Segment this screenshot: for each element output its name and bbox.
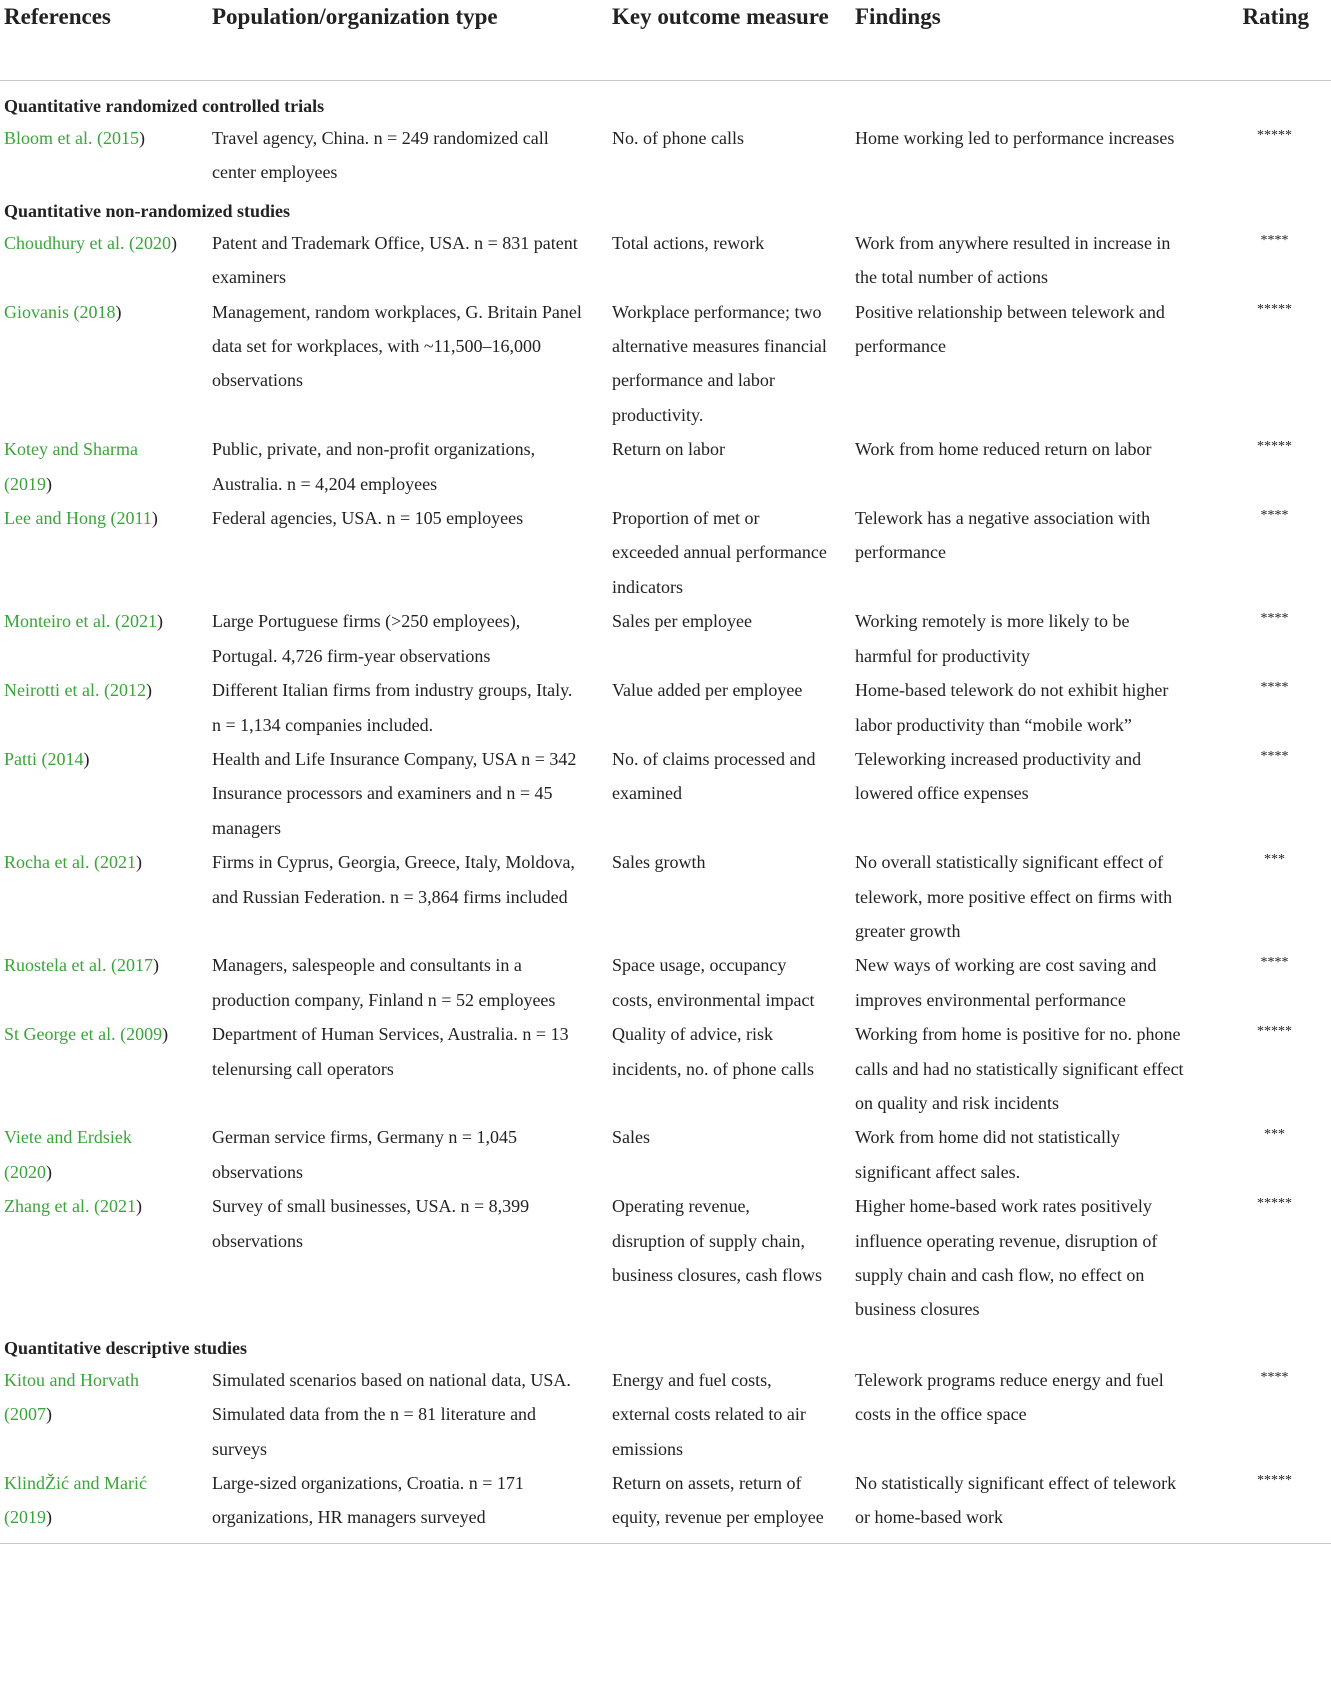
outcome-cell: Space usage, occupancy costs, environmental impact — [612, 955, 815, 1010]
reference-cell — [0, 948, 208, 1017]
findings-cell: Work from anywhere resulted in increase in the total number of actions — [855, 232, 1171, 288]
rating-cell: ***** — [1257, 1196, 1292, 1212]
reference-year-link[interactable]: 2021 — [120, 611, 157, 632]
findings-cell: Home-based telework do not exhibit higher labor productivity than “mobile work” — [855, 680, 1169, 735]
reference-cell — [0, 501, 208, 604]
header-rating: Rating — [1242, 4, 1309, 29]
reference-close-paren: ) — [46, 1161, 52, 1182]
table-row — [0, 604, 1331, 673]
population-cell: Managers, salespeople and consultants in a production company, Finland n = 52 employees — [212, 955, 556, 1010]
reference-close-paren: ) — [46, 473, 52, 494]
rating-cell: **** — [1260, 680, 1289, 696]
population-cell: Different Italian firms from industry groups, Italy. n = 1,134 companies included. — [212, 680, 573, 735]
reference-authors-link[interactable]: Ruostela et al. ( — [4, 955, 117, 976]
header-references: References — [4, 4, 111, 29]
reference-close-paren: ) — [135, 852, 142, 873]
reference-close-paren: ) — [152, 955, 159, 976]
rating-cell: ***** — [1257, 439, 1292, 455]
section-row — [0, 1327, 1331, 1363]
reference-close-paren: ) — [156, 611, 163, 632]
rating-cell: ***** — [1257, 1024, 1292, 1040]
reference-cell — [0, 432, 208, 501]
population-cell: Patent and Trademark Office, USA. n = 831 patent examiners — [212, 232, 578, 288]
outcome-cell: No. of phone calls — [612, 128, 744, 148]
reference-year-link[interactable]: 2019 — [10, 473, 46, 494]
population-cell: Public, private, and non-profit organizations, Australia. n = 4,204 employees — [212, 439, 536, 494]
reference-year-link[interactable]: 2018 — [79, 301, 116, 322]
table-row — [0, 1017, 1331, 1120]
reference-year-link[interactable]: 2011 — [116, 508, 152, 529]
reference-close-paren: ) — [46, 1507, 52, 1528]
findings-cell: Telework programs reduce energy and fuel costs in the office space — [855, 1369, 1164, 1425]
outcome-cell: Return on assets, return of equity, revenue per employee — [612, 1473, 824, 1528]
reference-cell — [0, 673, 208, 742]
outcome-cell: Workplace performance; two alternative measures financial performance and labor productivity. — [612, 301, 827, 425]
findings-cell: Telework has a negative association with performance — [855, 508, 1151, 563]
reference-cell — [0, 1189, 208, 1327]
table-bottom-rule — [0, 1535, 1331, 1544]
reference-cell — [0, 1120, 208, 1189]
reference-year-link[interactable]: 2019 — [10, 1507, 46, 1528]
reference-close-paren: ) — [115, 301, 122, 322]
table-row — [0, 742, 1331, 845]
outcome-cell: Proportion of met or exceeded annual performance indicators — [612, 508, 827, 597]
table-row — [0, 948, 1331, 1017]
population-cell: Department of Human Services, Australia. n = 13 telenursing call operators — [212, 1024, 569, 1079]
reference-authors-link[interactable]: Rocha et al. ( — [4, 852, 100, 873]
outcome-cell: Return on labor — [612, 439, 725, 460]
reference-year-link[interactable]: 2020 — [10, 1161, 46, 1182]
outcome-cell: Quality of advice, risk incidents, no. of phone calls — [612, 1024, 814, 1079]
rating-cell: **** — [1260, 748, 1289, 764]
outcome-cell: Operating revenue, disruption of supply chain, business closures, cash flows — [612, 1196, 822, 1285]
outcome-cell: No. of claims processed and examined — [612, 748, 816, 804]
rating-cell: **** — [1260, 611, 1289, 627]
outcome-cell: Energy and fuel costs, external costs related to air emissions — [612, 1369, 806, 1459]
outcome-cell: Sales growth — [612, 852, 706, 873]
outcome-cell: Value added per employee — [612, 680, 803, 701]
reference-cell — [0, 1017, 208, 1120]
population-cell: German service firms, Germany n = 1,045 observations — [212, 1127, 518, 1182]
reference-close-paren: ) — [46, 1404, 52, 1425]
rating-cell: ***** — [1257, 1473, 1292, 1489]
population-cell: Large-sized organizations, Croatia. n = 171 organizations, HR managers surveyed — [212, 1473, 524, 1528]
reference-year-link[interactable]: 2021 — [99, 852, 136, 873]
rating-cell: ***** — [1257, 128, 1292, 143]
reference-year-link[interactable]: 2015 — [102, 128, 139, 148]
reference-authors-link[interactable]: Kitou and Horvath ( — [4, 1369, 139, 1425]
table-row — [0, 845, 1331, 948]
header-outcome: Key outcome measure — [612, 4, 829, 29]
findings-cell: Work from home did not statistically significant affect sales. — [855, 1127, 1121, 1182]
rating-cell: **** — [1260, 508, 1289, 524]
reference-authors-link[interactable]: Choudhury et al. ( — [4, 232, 135, 253]
reference-close-paren: ) — [138, 128, 145, 148]
findings-cell: Working from home is positive for no. phone calls and had no statistically significant effect on quality and risk incidents — [855, 1024, 1184, 1113]
reference-cell — [0, 604, 208, 673]
reference-cell — [0, 226, 208, 295]
population-cell: Survey of small businesses, USA. n = 8,399 observations — [212, 1196, 530, 1251]
findings-cell: No statistically significant effect of telework or home-based work — [855, 1473, 1177, 1528]
table-row — [0, 1189, 1331, 1327]
outcome-cell: Total actions, rework — [612, 232, 765, 253]
rating-cell: **** — [1260, 955, 1289, 971]
section-title: Quantitative descriptive studies — [4, 1337, 247, 1358]
population-cell: Travel agency, China. n = 249 randomized call center employees — [212, 128, 549, 183]
table-body — [0, 81, 1331, 1544]
reference-cell — [0, 295, 208, 433]
population-cell: Simulated scenarios based on national data, USA. Simulated data from the n = 81 literature and surveys — [212, 1369, 571, 1459]
table-row — [0, 1363, 1331, 1466]
header-population: Population/organization type — [212, 4, 498, 29]
reference-cell — [0, 1466, 208, 1535]
findings-cell: New ways of working are cost saving and improves environmental performance — [855, 955, 1157, 1010]
reference-year-link[interactable]: 2012 — [109, 680, 146, 701]
reference-close-paren: ) — [145, 680, 152, 701]
findings-cell: Home working led to performance increases — [855, 128, 1175, 148]
reference-authors-link[interactable]: Neirotti et al. ( — [4, 680, 110, 701]
outcome-cell: Sales — [612, 1127, 650, 1148]
table-row — [0, 673, 1331, 742]
section-title: Quantitative non-randomized studies — [4, 200, 291, 221]
population-cell: Health and Life Insurance Company, USA n = 342 Insurance processors and examiners and n = 45 managers — [212, 748, 577, 838]
section-title: Quantitative randomized controlled trials — [4, 96, 325, 116]
reference-authors-link[interactable]: KlindŽić and Marić ( — [4, 1473, 147, 1528]
reference-close-paren: ) — [170, 232, 177, 253]
reference-authors-link[interactable]: Giovanis ( — [4, 301, 80, 322]
reference-authors-link[interactable]: Zhang et al. ( — [4, 1196, 100, 1217]
table-header-row — [0, 0, 1331, 81]
section-row — [0, 190, 1331, 226]
reference-authors-link[interactable]: Bloom et al. ( — [4, 128, 103, 148]
reference-year-link[interactable]: 2014 — [47, 748, 84, 769]
reference-authors-link[interactable]: Monteiro et al. ( — [4, 611, 121, 632]
findings-cell: Work from home reduced return on labor — [855, 439, 1152, 460]
rating-cell: **** — [1260, 1369, 1289, 1385]
rating-cell: **** — [1260, 232, 1289, 248]
reference-cell — [0, 845, 208, 948]
reference-year-link[interactable]: 2007 — [10, 1404, 46, 1425]
findings-cell: No overall statistically significant effect of telework, more positive effect on firms with greater growth — [855, 852, 1173, 941]
reference-close-paren: ) — [135, 1196, 142, 1217]
reference-year-link[interactable]: 2021 — [99, 1196, 136, 1217]
reference-authors-link[interactable]: Kotey and Sharma ( — [4, 439, 138, 494]
findings-cell: Teleworking increased productivity and lowered office expenses — [855, 748, 1142, 804]
reference-year-link[interactable]: 2020 — [134, 232, 171, 253]
reference-close-paren: ) — [151, 508, 158, 529]
population-cell: Federal agencies, USA. n = 105 employees — [212, 508, 524, 529]
table-row — [0, 295, 1331, 433]
reference-close-paren: ) — [162, 1024, 169, 1045]
table-row — [0, 1120, 1331, 1189]
table-row — [0, 432, 1331, 501]
reference-authors-link[interactable]: Lee and Hong ( — [4, 508, 117, 529]
reference-cell — [0, 742, 208, 845]
population-cell: Large Portuguese firms (>250 employees), Portugal. 4,726 firm-year observations — [212, 611, 521, 666]
population-cell: Firms in Cyprus, Georgia, Greece, Italy, Moldova, and Russian Federation. n = 3,864 firms included — [212, 852, 575, 907]
outcome-cell: Sales per employee — [612, 611, 752, 632]
table-row — [0, 1466, 1331, 1535]
rating-cell: *** — [1264, 1127, 1285, 1143]
reference-close-paren: ) — [83, 748, 90, 769]
table-row — [0, 501, 1331, 604]
rating-cell: ***** — [1257, 301, 1292, 317]
table-row — [0, 121, 1331, 190]
reference-authors-link[interactable]: St George et al. ( — [4, 1024, 127, 1045]
reference-cell — [0, 121, 208, 190]
reference-authors-link[interactable]: Viete and Erdsiek ( — [4, 1127, 132, 1182]
rating-cell: *** — [1264, 852, 1285, 868]
findings-cell: Positive relationship between telework and performance — [855, 301, 1165, 357]
header-findings: Findings — [855, 4, 941, 29]
reference-authors-link[interactable]: Patti ( — [4, 748, 48, 769]
section-row — [0, 81, 1331, 122]
reference-year-link[interactable]: 2009 — [126, 1024, 163, 1045]
population-cell: Management, random workplaces, G. Britain Panel data set for workplaces, with ~11,500–16,000 observations — [212, 301, 582, 391]
reference-cell — [0, 1363, 208, 1466]
findings-cell: Working remotely is more likely to be harmful for productivity — [855, 611, 1130, 666]
findings-cell: Higher home-based work rates positively influence operating revenue, disruption of supply chain and cash flow, no effect on business closures — [855, 1196, 1158, 1320]
reference-year-link[interactable]: 2017 — [116, 955, 153, 976]
table-row — [0, 226, 1331, 295]
